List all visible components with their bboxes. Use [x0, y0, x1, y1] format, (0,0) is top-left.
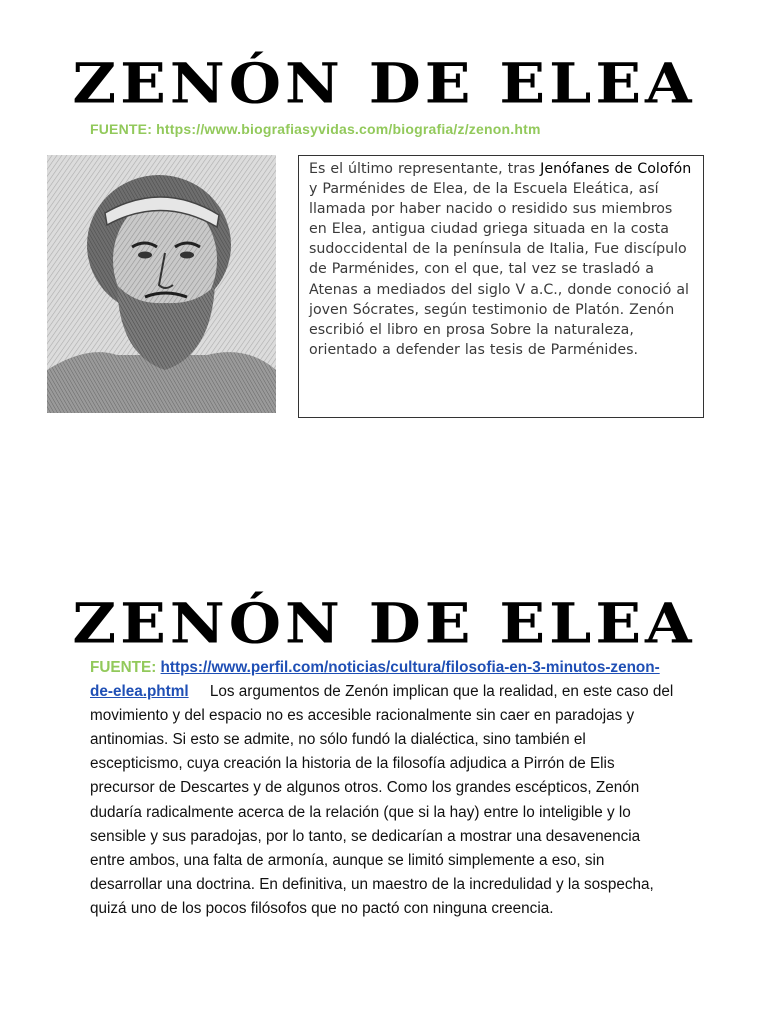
- biography-box: [298, 155, 704, 418]
- bio-text-jenofanes: Jenófanes de Colofón: [540, 161, 692, 177]
- article-body: Los argumentos de Zenón implican que la realidad, en este caso del movimiento y del espacio no es accesible racionalmente sin caer en paradojas y antinomias. Si esto se admite, no sólo fundó la dialéctica, sino también el escepticismo, cuya creación la historia de la filosofía adjudica a Pirrón de Elis precursor de Descartes y de algunos otros. Como los grandes escépticos, Zenón dudaría radicalmente acerca de la relación (que si la hay) entre lo inteligible y lo sensible y sus paradojas, por lo tanto, se dedicarían a mostrar una desavenencia entre ambos, una falta de armonía, aunque se limitó simplemente a eso, sin desarrollar una doctrina. En definitiva, un maestro de la incredulidad y la sospecha, quizá uno de los pocos filósofos que no pactó con ninguna creencia.: [90, 683, 674, 917]
- bio-text-start: Es el último representante, tras: [309, 161, 541, 177]
- source-label: FUENTE:: [90, 659, 161, 676]
- source-link-perfil[interactable]: https://www.perfil.com/noticias/cultura/filosofia-en-3-minutos-zenon-de-elea.phtml: [90, 659, 660, 701]
- zenon-portrait-image: [47, 155, 276, 413]
- section-title: ZENÓN DE ELEA: [72, 591, 696, 657]
- page-title: ZENÓN DE ELEA: [72, 51, 696, 117]
- article-paragraph: [90, 656, 678, 921]
- bio-text-rest: y Parménides de Elea, de la Escuela Eleática, así llamada por haber nacido o residido sus miembros en Elea, antigua ciudad griega situada en la costa sudoccidental de la península de Italia, Fue discípulo de Parménides, con el que, tal vez se trasladó a Atenas a mediados del siglo V a.C., donde conoció al joven Sócrates, según testimonio de Platón. Zenón escribió el libro en prosa Sobre la naturaleza, orientado a defender las tesis de Parménides.: [309, 181, 689, 358]
- source-line-biografias: FUENTE: https://www.biografiasyvidas.com/biografia/z/zenon.htm: [90, 121, 541, 137]
